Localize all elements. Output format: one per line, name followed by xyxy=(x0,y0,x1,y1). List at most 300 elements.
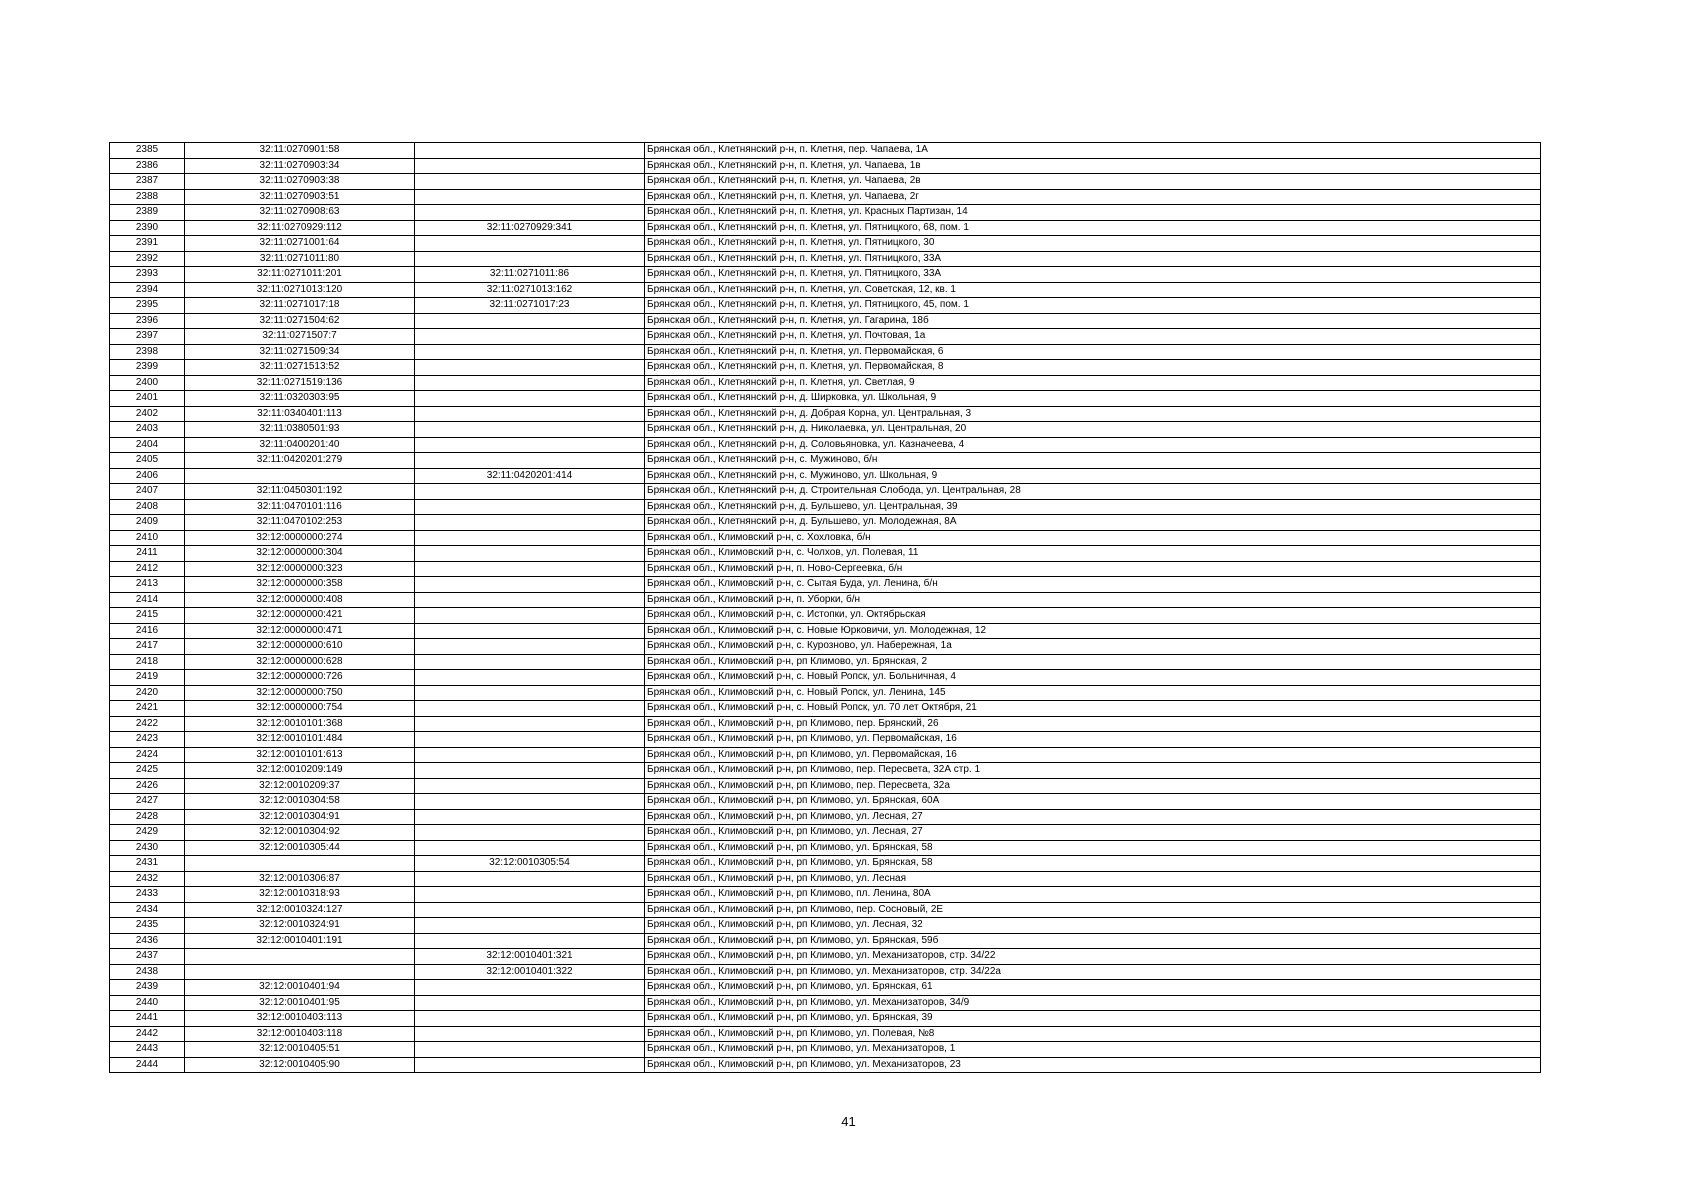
address-cell: Брянская обл., Климовский р-н, рп Климово, пер. Пересвета, 32а xyxy=(645,778,1541,794)
cadastral-number-cell: 32:11:0320303:95 xyxy=(185,391,415,407)
cadastral-number-cell: 32:12:0010401:191 xyxy=(185,933,415,949)
related-cadastral-number-cell xyxy=(415,344,645,360)
table-row xyxy=(110,592,1541,608)
cadastral-number-cell: 32:12:0010405:51 xyxy=(185,1042,415,1058)
row-number-cell: 2388 xyxy=(110,189,185,205)
address-cell: Брянская обл., Клетнянский р-н, п. Клетня, ул. Пятницкого, 68, пом. 1 xyxy=(645,220,1541,236)
related-cadastral-number-cell xyxy=(415,980,645,996)
related-cadastral-number-cell xyxy=(415,654,645,670)
table-row xyxy=(110,716,1541,732)
cadastral-number-cell: 32:11:0271001:64 xyxy=(185,236,415,252)
row-number-cell: 2444 xyxy=(110,1057,185,1073)
address-cell: Брянская обл., Клетнянский р-н, п. Клетня, ул. Светлая, 9 xyxy=(645,375,1541,391)
address-cell: Брянская обл., Клетнянский р-н, д. Николаевка, ул. Центральная, 20 xyxy=(645,422,1541,438)
registry-table-body xyxy=(110,143,1541,1073)
address-cell: Брянская обл., Климовский р-н, с. Хохловка, б/н xyxy=(645,530,1541,546)
related-cadastral-number-cell xyxy=(415,406,645,422)
row-number-cell: 2424 xyxy=(110,747,185,763)
cadastral-number-cell: 32:11:0270903:38 xyxy=(185,174,415,190)
cadastral-number-cell: 32:11:0340401:113 xyxy=(185,406,415,422)
cadastral-number-cell: 32:12:0000000:304 xyxy=(185,546,415,562)
related-cadastral-number-cell xyxy=(415,933,645,949)
related-cadastral-number-cell xyxy=(415,763,645,779)
address-cell: Брянская обл., Клетнянский р-н, п. Клетня, ул. Советская, 12, кв. 1 xyxy=(645,282,1541,298)
address-cell: Брянская обл., Климовский р-н, рп Климово, ул. Лесная, 32 xyxy=(645,918,1541,934)
related-cadastral-number-cell xyxy=(415,530,645,546)
row-number-cell: 2438 xyxy=(110,964,185,980)
address-cell: Брянская обл., Клетнянский р-н, п. Клетня, ул. Пятницкого, 30 xyxy=(645,236,1541,252)
cadastral-number-cell: 32:12:0010403:113 xyxy=(185,1011,415,1027)
related-cadastral-number-cell xyxy=(415,375,645,391)
related-cadastral-number-cell xyxy=(415,716,645,732)
row-number-cell: 2437 xyxy=(110,949,185,965)
row-number-cell: 2427 xyxy=(110,794,185,810)
cadastral-number-cell: 32:12:0000000:274 xyxy=(185,530,415,546)
row-number-cell: 2420 xyxy=(110,685,185,701)
row-number-cell: 2412 xyxy=(110,561,185,577)
table-row xyxy=(110,980,1541,996)
related-cadastral-number-cell: 32:12:0010401:321 xyxy=(415,949,645,965)
table-row xyxy=(110,484,1541,500)
row-number-cell: 2421 xyxy=(110,701,185,717)
related-cadastral-number-cell xyxy=(415,825,645,841)
table-row xyxy=(110,654,1541,670)
table-row xyxy=(110,809,1541,825)
address-cell: Брянская обл., Клетнянский р-н, п. Клетня, ул. Первомайская, 8 xyxy=(645,360,1541,376)
row-number-cell: 2403 xyxy=(110,422,185,438)
address-cell: Брянская обл., Климовский р-н, рп Климово, ул. Брянская, 39 xyxy=(645,1011,1541,1027)
related-cadastral-number-cell xyxy=(415,499,645,515)
table-row xyxy=(110,639,1541,655)
table-row xyxy=(110,453,1541,469)
row-number-cell: 2393 xyxy=(110,267,185,283)
related-cadastral-number-cell xyxy=(415,546,645,562)
address-cell: Брянская обл., Клетнянский р-н, д. Ширковка, ул. Школьная, 9 xyxy=(645,391,1541,407)
table-row xyxy=(110,825,1541,841)
address-cell: Брянская обл., Климовский р-н, рп Климово, ул. Лесная xyxy=(645,871,1541,887)
row-number-cell: 2394 xyxy=(110,282,185,298)
cadastral-number-cell: 32:12:0000000:754 xyxy=(185,701,415,717)
cadastral-number-cell: 32:11:0420201:279 xyxy=(185,453,415,469)
address-cell: Брянская обл., Климовский р-н, с. Сытая Буда, ул. Ленина, б/н xyxy=(645,577,1541,593)
cadastral-number-cell xyxy=(185,949,415,965)
related-cadastral-number-cell xyxy=(415,313,645,329)
related-cadastral-number-cell xyxy=(415,902,645,918)
cadastral-number-cell: 32:12:0010401:94 xyxy=(185,980,415,996)
cadastral-number-cell: 32:11:0271507:7 xyxy=(185,329,415,345)
row-number-cell: 2417 xyxy=(110,639,185,655)
table-row xyxy=(110,158,1541,174)
cadastral-number-cell: 32:11:0450301:192 xyxy=(185,484,415,500)
table-row xyxy=(110,174,1541,190)
table-row xyxy=(110,794,1541,810)
table-row xyxy=(110,623,1541,639)
address-cell: Брянская обл., Климовский р-н, рп Климово, ул. Механизаторов, стр. 34/22а xyxy=(645,964,1541,980)
row-number-cell: 2385 xyxy=(110,143,185,159)
table-row xyxy=(110,189,1541,205)
related-cadastral-number-cell xyxy=(415,1057,645,1073)
address-cell: Брянская обл., Климовский р-н, п. Ново-Сергеевка, б/н xyxy=(645,561,1541,577)
row-number-cell: 2441 xyxy=(110,1011,185,1027)
related-cadastral-number-cell xyxy=(415,670,645,686)
row-number-cell: 2423 xyxy=(110,732,185,748)
cadastral-number-cell: 32:12:0010401:95 xyxy=(185,995,415,1011)
cadastral-number-cell: 32:12:0010318:93 xyxy=(185,887,415,903)
address-cell: Брянская обл., Климовский р-н, рп Климово, ул. Брянская, 58 xyxy=(645,840,1541,856)
table-row xyxy=(110,670,1541,686)
table-row xyxy=(110,267,1541,283)
cadastral-number-cell: 32:11:0271013:120 xyxy=(185,282,415,298)
cadastral-number-cell: 32:11:0470101:116 xyxy=(185,499,415,515)
table-row xyxy=(110,437,1541,453)
table-row xyxy=(110,1042,1541,1058)
table-row xyxy=(110,840,1541,856)
row-number-cell: 2431 xyxy=(110,856,185,872)
row-number-cell: 2440 xyxy=(110,995,185,1011)
table-row xyxy=(110,236,1541,252)
table-row xyxy=(110,375,1541,391)
cadastral-number-cell: 32:12:0000000:358 xyxy=(185,577,415,593)
address-cell: Брянская обл., Клетнянский р-н, п. Клетня, ул. Гагарина, 18б xyxy=(645,313,1541,329)
related-cadastral-number-cell xyxy=(415,515,645,531)
row-number-cell: 2387 xyxy=(110,174,185,190)
related-cadastral-number-cell xyxy=(415,484,645,500)
row-number-cell: 2418 xyxy=(110,654,185,670)
related-cadastral-number-cell xyxy=(415,236,645,252)
related-cadastral-number-cell xyxy=(415,174,645,190)
address-cell: Брянская обл., Климовский р-н, с. Новый Ропск, ул. 70 лет Октября, 21 xyxy=(645,701,1541,717)
row-number-cell: 2428 xyxy=(110,809,185,825)
row-number-cell: 2391 xyxy=(110,236,185,252)
table-row xyxy=(110,732,1541,748)
row-number-cell: 2442 xyxy=(110,1026,185,1042)
cadastral-number-cell: 32:12:0000000:323 xyxy=(185,561,415,577)
related-cadastral-number-cell xyxy=(415,1026,645,1042)
address-cell: Брянская обл., Климовский р-н, рп Климово, ул. Брянская, 2 xyxy=(645,654,1541,670)
related-cadastral-number-cell xyxy=(415,918,645,934)
address-cell: Брянская обл., Клетнянский р-н, д. Строительная Слобода, ул. Центральная, 28 xyxy=(645,484,1541,500)
cadastral-number-cell: 32:11:0270903:51 xyxy=(185,189,415,205)
table-row xyxy=(110,918,1541,934)
related-cadastral-number-cell xyxy=(415,391,645,407)
related-cadastral-number-cell xyxy=(415,840,645,856)
address-cell: Брянская обл., Клетнянский р-н, п. Клетня, ул. Красных Партизан, 14 xyxy=(645,205,1541,221)
cadastral-number-cell: 32:12:0000000:750 xyxy=(185,685,415,701)
related-cadastral-number-cell xyxy=(415,205,645,221)
related-cadastral-number-cell xyxy=(415,329,645,345)
address-cell: Брянская обл., Климовский р-н, рп Климово, пл. Ленина, 80А xyxy=(645,887,1541,903)
table-row xyxy=(110,298,1541,314)
cadastral-number-cell: 32:12:0010209:149 xyxy=(185,763,415,779)
address-cell: Брянская обл., Клетнянский р-н, п. Клетня, ул. Чапаева, 2в xyxy=(645,174,1541,190)
address-cell: Брянская обл., Клетнянский р-н, с. Мужиново, б/н xyxy=(645,453,1541,469)
table-row xyxy=(110,1011,1541,1027)
table-row xyxy=(110,251,1541,267)
table-row xyxy=(110,220,1541,236)
cadastral-number-cell: 32:11:0270903:34 xyxy=(185,158,415,174)
related-cadastral-number-cell xyxy=(415,561,645,577)
cadastral-number-cell: 32:11:0271017:18 xyxy=(185,298,415,314)
address-cell: Брянская обл., Климовский р-н, п. Уборки, б/н xyxy=(645,592,1541,608)
table-row xyxy=(110,391,1541,407)
row-number-cell: 2399 xyxy=(110,360,185,376)
row-number-cell: 2409 xyxy=(110,515,185,531)
cadastral-number-cell: 32:11:0271509:34 xyxy=(185,344,415,360)
row-number-cell: 2402 xyxy=(110,406,185,422)
related-cadastral-number-cell xyxy=(415,732,645,748)
cadastral-number-cell xyxy=(185,964,415,980)
table-row xyxy=(110,1057,1541,1073)
row-number-cell: 2413 xyxy=(110,577,185,593)
table-row xyxy=(110,344,1541,360)
related-cadastral-number-cell xyxy=(415,189,645,205)
address-cell: Брянская обл., Клетнянский р-н, п. Клетня, ул. Чапаева, 1в xyxy=(645,158,1541,174)
cadastral-number-cell: 32:12:0000000:726 xyxy=(185,670,415,686)
cadastral-number-cell: 32:12:0010305:44 xyxy=(185,840,415,856)
related-cadastral-number-cell xyxy=(415,422,645,438)
related-cadastral-number-cell: 32:11:0270929:341 xyxy=(415,220,645,236)
address-cell: Брянская обл., Климовский р-н, рп Климово, пер. Пересвета, 32А стр. 1 xyxy=(645,763,1541,779)
address-cell: Брянская обл., Климовский р-н, рп Климово, ул. Брянская, 59б xyxy=(645,933,1541,949)
table-row xyxy=(110,964,1541,980)
table-row xyxy=(110,360,1541,376)
related-cadastral-number-cell xyxy=(415,577,645,593)
cadastral-number-cell: 32:12:0010209:37 xyxy=(185,778,415,794)
cadastral-number-cell: 32:11:0470102:253 xyxy=(185,515,415,531)
row-number-cell: 2401 xyxy=(110,391,185,407)
address-cell: Брянская обл., Климовский р-н, рп Климово, ул. Брянская, 58 xyxy=(645,856,1541,872)
address-cell: Брянская обл., Климовский р-н, рп Климово, ул. Первомайская, 16 xyxy=(645,747,1541,763)
address-cell: Брянская обл., Клетнянский р-н, д. Добрая Корна, ул. Центральная, 3 xyxy=(645,406,1541,422)
row-number-cell: 2425 xyxy=(110,763,185,779)
address-cell: Брянская обл., Климовский р-н, рп Климово, ул. Полевая, №8 xyxy=(645,1026,1541,1042)
table-row xyxy=(110,468,1541,484)
table-row xyxy=(110,949,1541,965)
table-row xyxy=(110,856,1541,872)
row-number-cell: 2430 xyxy=(110,840,185,856)
address-cell: Брянская обл., Клетнянский р-н, п. Клетня, ул. Пятницкого, 33А xyxy=(645,267,1541,283)
table-row xyxy=(110,747,1541,763)
row-number-cell: 2429 xyxy=(110,825,185,841)
row-number-cell: 2435 xyxy=(110,918,185,934)
cadastral-number-cell: 32:12:0010403:118 xyxy=(185,1026,415,1042)
row-number-cell: 2439 xyxy=(110,980,185,996)
cadastral-number-cell: 32:12:0000000:471 xyxy=(185,623,415,639)
related-cadastral-number-cell xyxy=(415,623,645,639)
cadastral-number-cell xyxy=(185,468,415,484)
related-cadastral-number-cell xyxy=(415,747,645,763)
cadastral-number-cell: 32:11:0380501:93 xyxy=(185,422,415,438)
row-number-cell: 2432 xyxy=(110,871,185,887)
cadastral-number-cell: 32:12:0010304:58 xyxy=(185,794,415,810)
cadastral-number-cell: 32:11:0270929:112 xyxy=(185,220,415,236)
cadastral-number-cell: 32:11:0271504:62 xyxy=(185,313,415,329)
related-cadastral-number-cell xyxy=(415,809,645,825)
cadastral-number-cell: 32:12:0010101:613 xyxy=(185,747,415,763)
row-number-cell: 2436 xyxy=(110,933,185,949)
related-cadastral-number-cell: 32:12:0010401:322 xyxy=(415,964,645,980)
related-cadastral-number-cell xyxy=(415,1042,645,1058)
row-number-cell: 2407 xyxy=(110,484,185,500)
table-row xyxy=(110,887,1541,903)
row-number-cell: 2392 xyxy=(110,251,185,267)
row-number-cell: 2410 xyxy=(110,530,185,546)
address-cell: Брянская обл., Клетнянский р-н, п. Клетня, ул. Почтовая, 1а xyxy=(645,329,1541,345)
related-cadastral-number-cell xyxy=(415,639,645,655)
table-row xyxy=(110,685,1541,701)
cadastral-number-cell: 32:12:0000000:421 xyxy=(185,608,415,624)
address-cell: Брянская обл., Клетнянский р-н, п. Клетня, пер. Чапаева, 1А xyxy=(645,143,1541,159)
row-number-cell: 2396 xyxy=(110,313,185,329)
address-cell: Брянская обл., Климовский р-н, рп Климово, ул. Брянская, 61 xyxy=(645,980,1541,996)
cadastral-number-cell: 32:11:0271519:136 xyxy=(185,375,415,391)
address-cell: Брянская обл., Клетнянский р-н, с. Мужиново, ул. Школьная, 9 xyxy=(645,468,1541,484)
related-cadastral-number-cell xyxy=(415,685,645,701)
address-cell: Брянская обл., Климовский р-н, рп Климово, ул. Механизаторов, 1 xyxy=(645,1042,1541,1058)
table-row xyxy=(110,499,1541,515)
table-row xyxy=(110,933,1541,949)
address-cell: Брянская обл., Климовский р-н, рп Климово, ул. Лесная, 27 xyxy=(645,809,1541,825)
cadastral-number-cell: 32:11:0271011:80 xyxy=(185,251,415,267)
table-row xyxy=(110,608,1541,624)
cadastral-number-cell: 32:11:0270901:58 xyxy=(185,143,415,159)
table-row xyxy=(110,995,1541,1011)
address-cell: Брянская обл., Клетнянский р-н, д. Бульшево, ул. Молодежная, 8А xyxy=(645,515,1541,531)
address-cell: Брянская обл., Климовский р-н, рп Климово, ул. Брянская, 60А xyxy=(645,794,1541,810)
related-cadastral-number-cell xyxy=(415,887,645,903)
row-number-cell: 2408 xyxy=(110,499,185,515)
address-cell: Брянская обл., Клетнянский р-н, п. Клетня, ул. Чапаева, 2г xyxy=(645,189,1541,205)
row-number-cell: 2390 xyxy=(110,220,185,236)
cadastral-number-cell: 32:12:0000000:628 xyxy=(185,654,415,670)
related-cadastral-number-cell xyxy=(415,778,645,794)
cadastral-number-cell xyxy=(185,856,415,872)
table-row xyxy=(110,701,1541,717)
address-cell: Брянская обл., Климовский р-н, с. Истопки, ул. Октябрьская xyxy=(645,608,1541,624)
related-cadastral-number-cell xyxy=(415,608,645,624)
row-number-cell: 2411 xyxy=(110,546,185,562)
address-cell: Брянская обл., Климовский р-н, с. Курозново, ул. Набережная, 1а xyxy=(645,639,1541,655)
table-row xyxy=(110,561,1541,577)
table-row xyxy=(110,546,1541,562)
cadastral-number-cell: 32:11:0271513:52 xyxy=(185,360,415,376)
cadastral-number-cell: 32:12:0010324:91 xyxy=(185,918,415,934)
related-cadastral-number-cell: 32:11:0271013:162 xyxy=(415,282,645,298)
row-number-cell: 2443 xyxy=(110,1042,185,1058)
cadastral-number-cell: 32:12:0010101:484 xyxy=(185,732,415,748)
address-cell: Брянская обл., Климовский р-н, с. Чолхов, ул. Полевая, 11 xyxy=(645,546,1541,562)
row-number-cell: 2416 xyxy=(110,623,185,639)
related-cadastral-number-cell xyxy=(415,453,645,469)
related-cadastral-number-cell xyxy=(415,871,645,887)
cadastral-number-cell: 32:12:0010101:368 xyxy=(185,716,415,732)
cadastral-number-cell: 32:12:0010304:91 xyxy=(185,809,415,825)
address-cell: Брянская обл., Климовский р-н, с. Новый Ропск, ул. Ленина, 145 xyxy=(645,685,1541,701)
related-cadastral-number-cell xyxy=(415,437,645,453)
cadastral-number-cell: 32:11:0400201:40 xyxy=(185,437,415,453)
table-row xyxy=(110,763,1541,779)
related-cadastral-number-cell xyxy=(415,360,645,376)
row-number-cell: 2415 xyxy=(110,608,185,624)
address-cell: Брянская обл., Клетнянский р-н, п. Клетня, ул. Пятницкого, 45, пом. 1 xyxy=(645,298,1541,314)
row-number-cell: 2386 xyxy=(110,158,185,174)
cadastral-number-cell: 32:12:0000000:610 xyxy=(185,639,415,655)
row-number-cell: 2397 xyxy=(110,329,185,345)
row-number-cell: 2434 xyxy=(110,902,185,918)
address-cell: Брянская обл., Климовский р-н, с. Новый Ропск, ул. Больничная, 4 xyxy=(645,670,1541,686)
page-number: 41 xyxy=(841,1114,856,1129)
address-cell: Брянская обл., Клетнянский р-н, п. Клетня, ул. Первомайская, 6 xyxy=(645,344,1541,360)
row-number-cell: 2405 xyxy=(110,453,185,469)
related-cadastral-number-cell: 32:11:0271011:86 xyxy=(415,267,645,283)
table-row xyxy=(110,778,1541,794)
table-row xyxy=(110,313,1541,329)
address-cell: Брянская обл., Климовский р-н, рп Климово, ул. Лесная, 27 xyxy=(645,825,1541,841)
address-cell: Брянская обл., Клетнянский р-н, п. Клетня, ул. Пятницкого, 33А xyxy=(645,251,1541,267)
address-cell: Брянская обл., Климовский р-н, рп Климово, ул. Первомайская, 16 xyxy=(645,732,1541,748)
address-cell: Брянская обл., Климовский р-н, рп Климово, ул. Механизаторов, стр. 34/22 xyxy=(645,949,1541,965)
cadastral-number-cell: 32:12:0000000:408 xyxy=(185,592,415,608)
address-cell: Брянская обл., Климовский р-н, с. Новые Юрковичи, ул. Молодежная, 12 xyxy=(645,623,1541,639)
related-cadastral-number-cell xyxy=(415,143,645,159)
address-cell: Брянская обл., Климовский р-н, рп Климово, пер. Брянский, 26 xyxy=(645,716,1541,732)
table-row xyxy=(110,143,1541,159)
related-cadastral-number-cell xyxy=(415,995,645,1011)
address-cell: Брянская обл., Клетнянский р-н, д. Бульшево, ул. Центральная, 39 xyxy=(645,499,1541,515)
related-cadastral-number-cell xyxy=(415,794,645,810)
table-row xyxy=(110,515,1541,531)
table-row xyxy=(110,422,1541,438)
table-row xyxy=(110,329,1541,345)
address-cell: Брянская обл., Клетнянский р-н, д. Соловьяновка, ул. Казначеева, 4 xyxy=(645,437,1541,453)
related-cadastral-number-cell: 32:11:0420201:414 xyxy=(415,468,645,484)
table-row xyxy=(110,530,1541,546)
table-row xyxy=(110,406,1541,422)
cadastral-number-cell: 32:12:0010304:92 xyxy=(185,825,415,841)
row-number-cell: 2426 xyxy=(110,778,185,794)
row-number-cell: 2389 xyxy=(110,205,185,221)
cadastral-number-cell: 32:12:0010324:127 xyxy=(185,902,415,918)
row-number-cell: 2398 xyxy=(110,344,185,360)
table-row xyxy=(110,1026,1541,1042)
table-row xyxy=(110,205,1541,221)
address-cell: Брянская обл., Климовский р-н, рп Климово, ул. Механизаторов, 23 xyxy=(645,1057,1541,1073)
related-cadastral-number-cell xyxy=(415,251,645,267)
property-registry-table xyxy=(109,142,1541,1073)
cadastral-number-cell: 32:12:0010405:90 xyxy=(185,1057,415,1073)
related-cadastral-number-cell xyxy=(415,1011,645,1027)
row-number-cell: 2406 xyxy=(110,468,185,484)
row-number-cell: 2433 xyxy=(110,887,185,903)
table-row xyxy=(110,902,1541,918)
cadastral-number-cell: 32:11:0271011:201 xyxy=(185,267,415,283)
table-row xyxy=(110,577,1541,593)
row-number-cell: 2395 xyxy=(110,298,185,314)
related-cadastral-number-cell xyxy=(415,701,645,717)
related-cadastral-number-cell xyxy=(415,592,645,608)
row-number-cell: 2414 xyxy=(110,592,185,608)
cadastral-number-cell: 32:11:0270908:63 xyxy=(185,205,415,221)
row-number-cell: 2422 xyxy=(110,716,185,732)
related-cadastral-number-cell: 32:12:0010305:54 xyxy=(415,856,645,872)
table-row xyxy=(110,871,1541,887)
address-cell: Брянская обл., Климовский р-н, рп Климово, пер. Сосновый, 2Е xyxy=(645,902,1541,918)
row-number-cell: 2400 xyxy=(110,375,185,391)
cadastral-number-cell: 32:12:0010306:87 xyxy=(185,871,415,887)
related-cadastral-number-cell xyxy=(415,158,645,174)
row-number-cell: 2404 xyxy=(110,437,185,453)
row-number-cell: 2419 xyxy=(110,670,185,686)
